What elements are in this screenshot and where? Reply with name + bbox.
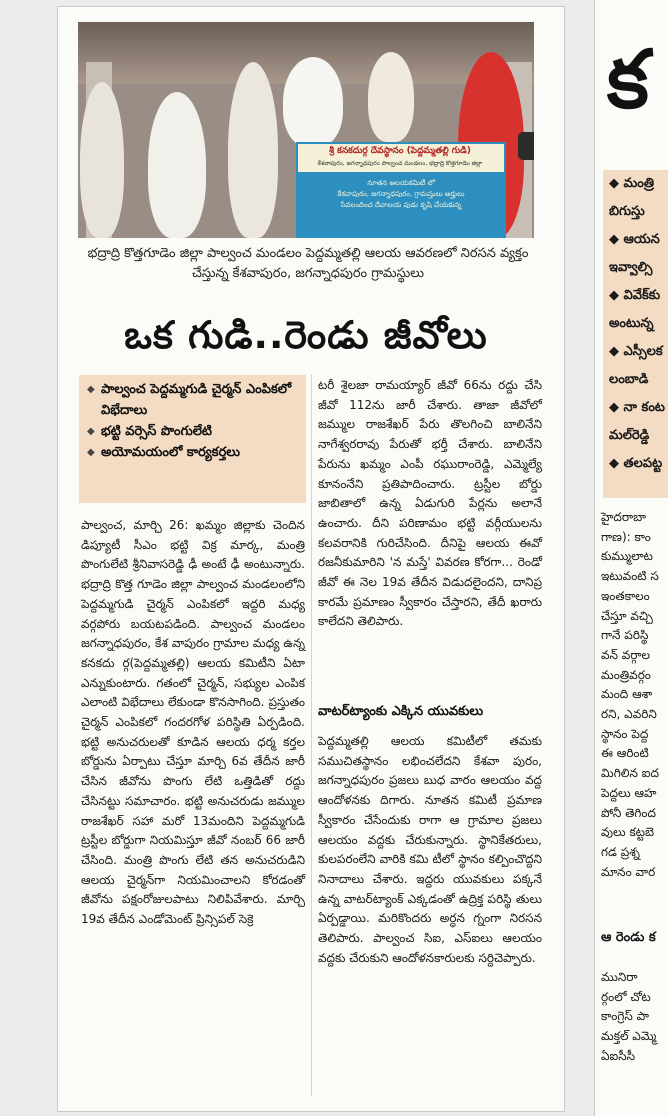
adjacent-highlight-line: ◆ మంత్రి bbox=[609, 176, 655, 191]
adjacent-headline: క bbox=[607, 33, 649, 126]
adjacent-line: కాంగ్రెస్ పా bbox=[601, 1009, 649, 1024]
adjacent-highlight-line: అంటున్న bbox=[609, 316, 654, 331]
highlight-item: ◆ అయోమయంలో కార్యకర్తలు bbox=[87, 442, 300, 463]
adjacent-line: ఇంతకాలం bbox=[601, 588, 650, 603]
adjacent-highlight-line: లంబాడి bbox=[609, 372, 649, 387]
protester bbox=[148, 92, 206, 238]
photo-caption: భద్రాద్రి కొత్తగూడెం జిల్లా పాల్వంచ మండలం పెద్దమ్మతల్లి ఆలయ ఆవరణలో నిరసన వ్యక్తం చేస్తున్న కేశవాపురం, జగన్నాధపురం గ్రామస్థులు bbox=[87, 246, 529, 281]
adjacent-line: మానం వార bbox=[601, 864, 656, 879]
adjacent-highlight-line: ◆ వివేక్‌కు bbox=[609, 288, 661, 303]
banner-subtitle: కేశవాపురం, జగన్నాధపురం పాల్వంచ మండలం, భద్రాద్రి కొత్తగూడెం జిల్లా bbox=[317, 160, 483, 167]
adjacent-line: మునిరా bbox=[601, 970, 638, 984]
highlight-item: ◆ భట్టి వర్సెస్ పొంగులేటి bbox=[87, 421, 300, 442]
adjacent-line: ర్గంలో చోట bbox=[601, 989, 651, 1004]
adjacent-line: పెద్దలు ఆహ bbox=[601, 785, 657, 800]
adjacent-line: గానే పరిస్థి bbox=[601, 628, 649, 643]
article-column-2b: పెద్దమ్మతల్లి ఆలయ కమిటీలో తమకు సముచితస్థానం లభించలేదని కేశవా పురం, జగన్నాధపురం ప్రజలు బుధ వారం ఆలయం వద్ద ఆందోళనకు దిగారు. నూతన కమిటీ ప్రమాణ స్వీకారం చేసేందుకు రాగా ఆ గ్రామాల ప్రజలు ఆలయం వద్దకు చేరుకున్నారు. స్థానికేతరులు, కులపరంలేని వారికి కమి టీలో స్థానం కల్పించొద్దని నినాదాలు చేశారు. ఇద్దరు యువకులు పక్కనే ఉన్న వాటర్‌ట్యాంక్ ఎక్కడంతో ఉద్రిక్త పరిస్థి తులు ఏర్పడ్డాయి. మరికొందరు అర్ధన గ్నంగా నిరసన తెలిపారు. పాల్వంచ సిఐ, ఎస్ఐలు ఆలయం వద్దకు చేరుకుని ఆందోళనకారులకు సర్దిచెప్పారు. bbox=[318, 734, 542, 965]
adjacent-highlights bbox=[603, 170, 668, 498]
highlights-box bbox=[79, 375, 306, 503]
banner-line: సేవలందించ దేవాలయ పుడు కృషి చేయకున్న bbox=[340, 201, 462, 209]
banner-title: శ్రీ కనకదుర్గ దేవస్థానం (పెద్దమ్మతల్లి గుడి) bbox=[329, 146, 471, 156]
adjacent-highlight-line: ◆ తలపట్ట bbox=[609, 456, 663, 471]
adjacent-line: చేస్తూ వచ్చి bbox=[601, 608, 653, 623]
adjacent-line: గడ ప్రశ్న bbox=[601, 844, 640, 859]
adjacent-line: మంత్రివర్గం bbox=[601, 667, 651, 682]
adjacent-line: వన్ వర్గాల bbox=[601, 647, 651, 662]
adjacent-line: వులు కట్టబె bbox=[601, 825, 654, 840]
adjacent-line: మక్తల్ ఎమ్మె bbox=[601, 1029, 657, 1044]
protester bbox=[80, 82, 124, 238]
subheading: వాటర్‌ట్యాంకు ఎక్కిన యువకులు bbox=[318, 704, 484, 719]
adjacent-line: పోనీ తెగింద bbox=[601, 805, 656, 820]
adjacent-highlight-line: ◆ ఆయన bbox=[609, 232, 660, 247]
adjacent-line: మంది ఆశా bbox=[601, 687, 653, 702]
adjacent-line: రని, ఎవరిని bbox=[601, 707, 657, 722]
protester bbox=[368, 52, 414, 142]
adjacent-line: హైదరాబా bbox=[601, 510, 646, 524]
adjacent-highlight-line: మల్‌రెడ్డి bbox=[609, 428, 650, 443]
highlight-item: ◆ పాల్వంచ పెద్దమ్మగుడి చైర్మన్ ఎంపికలో విభేదాలు bbox=[87, 379, 300, 421]
protester bbox=[283, 57, 343, 147]
article-headline: ఒక గుడి..రెండు జీవోలు bbox=[124, 313, 488, 357]
adjacent-line: కుమ్ములాట bbox=[601, 549, 653, 564]
adjacent-line: ఏఐసీసీ bbox=[601, 1048, 636, 1063]
adjacent-highlight-line: బిగుస్తు bbox=[609, 204, 645, 219]
adjacent-line: గాణ): కాం bbox=[601, 529, 651, 544]
adjacent-highlight-line: ◆ ఎస్సీలక bbox=[609, 344, 663, 359]
adjacent-highlight-line: ◆ నా కంట bbox=[609, 400, 665, 415]
article-column-2: టరీ శైలజా రామయ్యార్ జీవో 66ను రద్దు చేసి జీవో 112ను జారీ చేశారు. తాజా జీవోలో జమ్ముల రాజశేఖర్ పేరు తొలగించి బాలినేని నాగేశ్వరరావు పేరుతో భర్తీ చేశారు. బాలినేని పేరును ఖమ్మం ఎంపీ రఘురాంరెడ్డి, ఎమ్మెల్యే కూనంనేని ప్రతిపాదించారు. ట్రస్టీల బోర్డు జాబితాలో ఉన్న ఏడుగురి పేర్లను అలానే ఉంచారు. దీని పరిణామం భట్టి వర్గీయులను కలవరానికి గురిచేసింది. దీనిపై ఆలయ ఈవో రజనీకుమారిని 'న మస్తే' వివరణ కోరగా... రెండో జీవో ఈ నెల 19వ తేదీన విడుదలైందని, దానిప్ర కారమే ప్రమాణం స్వీకారం చేస్తారని, తేదీ ఖరారు కాలేదని తెలిపారు. bbox=[318, 378, 542, 629]
adjacent-highlight-line: ఇవ్వాల్సి bbox=[609, 260, 653, 275]
column-divider bbox=[311, 374, 312, 1096]
protest-banner bbox=[296, 142, 506, 238]
adjacent-line: ఈ ఆరింటి bbox=[601, 746, 649, 761]
microphone-icon bbox=[518, 132, 534, 160]
banner-line: కేశవాపురం, జగన్నాధపురం, గ్రామస్తులు అర్హులు bbox=[337, 190, 465, 198]
adjacent-text bbox=[601, 508, 668, 882]
adjacent-article bbox=[594, 0, 668, 1116]
adjacent-subheading: ఆ రెండు క bbox=[601, 930, 656, 945]
article-column-1: పాల్వంచ, మార్చి 26: ఖమ్మం జిల్లాకు చెందిన డిప్యూటీ సీఎం భట్టి విక్ర మార్క, మంత్రి పొంగులేటి శ్రీనివాసరెడ్డి ఢీ అంటే ఢీ అంటున్నారు. భద్రాద్రి కొత్త గూడెం జిల్లా పాల్వంచ మండలంలోని పెద్దమ్మగుడి చైర్మన్ ఎంపికలో ఇద్దరి మధ్య వర్గపోరు బయటపడింది. పాల్వంచ మండలం జగన్నాధపురం, కేశ వాపురం గ్రామాల మధ్య ఉన్న కనకదు ర్గ(పెద్దమ్మతల్లి) ఆలయ కమిటీని ఏటా ఎన్నుకుంటారు. గతంలో చైర్మన్, సభ్యుల ఎంపిక ఎలాంటి విభేదాలు లేకుండా కొనసాగింది. ప్రస్తుతం చైర్మన్ ఎంపికలో గందరగోళ పరిస్థితి ఏర్పడింది. భట్టి అనుచరులతో కూడిన ఆలయ ధర్మ కర్తల బోర్డును ఏర్పాటు చేస్తూ మార్చి 6వ తేదీన జారీ చేసిన జీవోను పొంగు లేటి ఒత్తిడితో రద్దు చేసినట్టు సమాచారం. భట్టి అనుచరుడు జమ్ముల రాజశేఖర్ సహా మరో 13మందిని పెద్దమ్మగుడి ట్రస్టీల బోర్డుగా నియమిస్తూ జీవో నంబర్ 66 జారీ చేసింది. మంత్రి పొంగు లేటి తన అనుచరుడిని ఆలయ చైర్మన్‌గా నియమించాలని కోరడంతో జీవోను పక్షంరోజులపాటు నిలిపివేశారు. మార్చి 19వ తేదీన ఎండోమెంట్ ప్రిన్సిపల్ సెక్రె bbox=[81, 518, 305, 927]
banner-text bbox=[306, 178, 496, 211]
adjacent-line: స్థానం పెద్ద bbox=[601, 726, 649, 741]
banner-line: నూతన ఆలయకమిటీ లో bbox=[367, 179, 435, 187]
news-photo bbox=[78, 22, 534, 238]
adjacent-line: ఇటువంటి స bbox=[601, 569, 659, 584]
adjacent-text-2 bbox=[601, 968, 656, 1067]
protester bbox=[228, 62, 278, 238]
adjacent-line: మిగిలిన ఐద bbox=[601, 766, 659, 781]
